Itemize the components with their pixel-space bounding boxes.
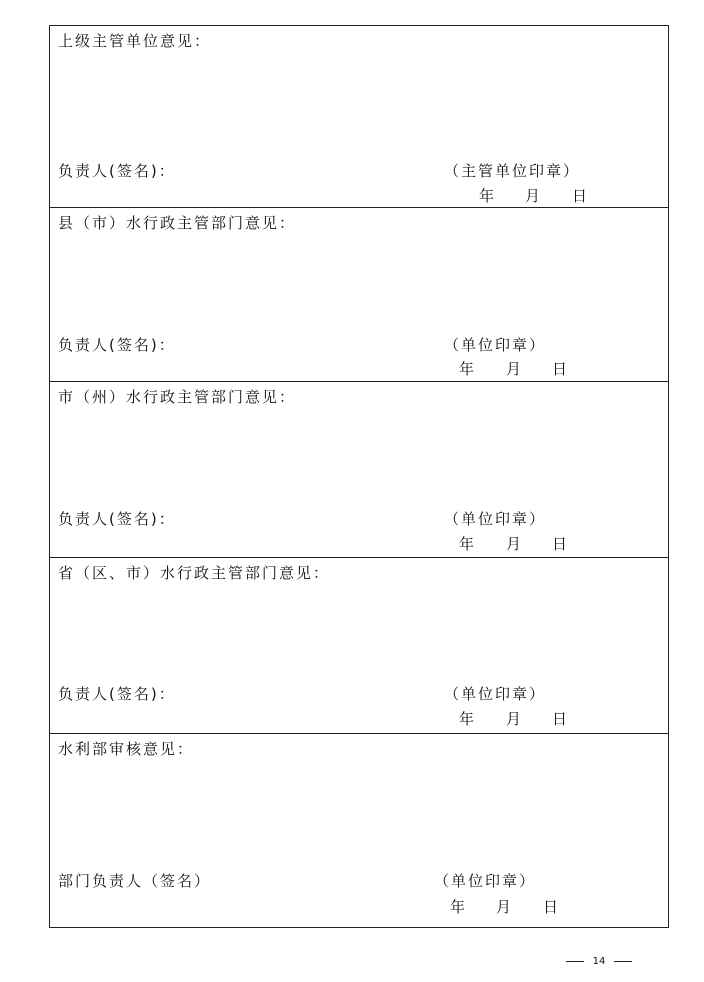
date-month: 月 [496,898,512,916]
section-heading: 市（州）水行政主管部门意见： [58,388,297,406]
seal-label: （单位印章） [444,685,547,703]
date-day: 日 [543,898,559,916]
seal-label: （单位印章） [444,336,547,354]
signer-label: 部门负责人（签名） [58,872,212,890]
section-ministry-review [50,734,668,927]
page-number-footer [566,953,632,971]
section-superior-unit [50,26,668,208]
date-day: 日 [552,360,568,378]
section-province-water-dept [50,558,668,734]
date-year: 年 [459,535,475,553]
page-number-dash-left [566,961,584,962]
date-month: 月 [506,710,522,728]
date-year: 年 [450,898,466,916]
section-heading: 上级主管单位意见： [58,32,212,50]
seal-label: （主管单位印章） [444,162,581,180]
section-city-water-dept [50,382,668,558]
date-year: 年 [459,360,475,378]
signer-label: 负责人(签名)： [58,685,176,703]
seal-label: （单位印章） [444,510,547,528]
page-number-dash-right [614,961,632,962]
date-month: 月 [506,360,522,378]
signer-label: 负责人(签名)： [58,336,176,354]
signer-label: 负责人(签名)： [58,510,176,528]
date-day: 日 [572,187,588,205]
date-month: 月 [525,187,541,205]
section-heading: 县（市）水行政主管部门意见： [58,214,297,232]
date-year: 年 [479,187,495,205]
section-heading: 省（区、市）水行政主管部门意见： [58,564,331,582]
date-day: 日 [552,535,568,553]
section-heading: 水利部审核意见： [58,740,195,758]
page-number: 14 [592,956,606,967]
section-county-water-dept [50,208,668,382]
signer-label: 负责人(签名)： [58,162,176,180]
date-month: 月 [506,535,522,553]
approval-opinion-table [49,25,669,928]
seal-label: （单位印章） [434,872,537,890]
date-day: 日 [552,710,568,728]
date-year: 年 [459,710,475,728]
